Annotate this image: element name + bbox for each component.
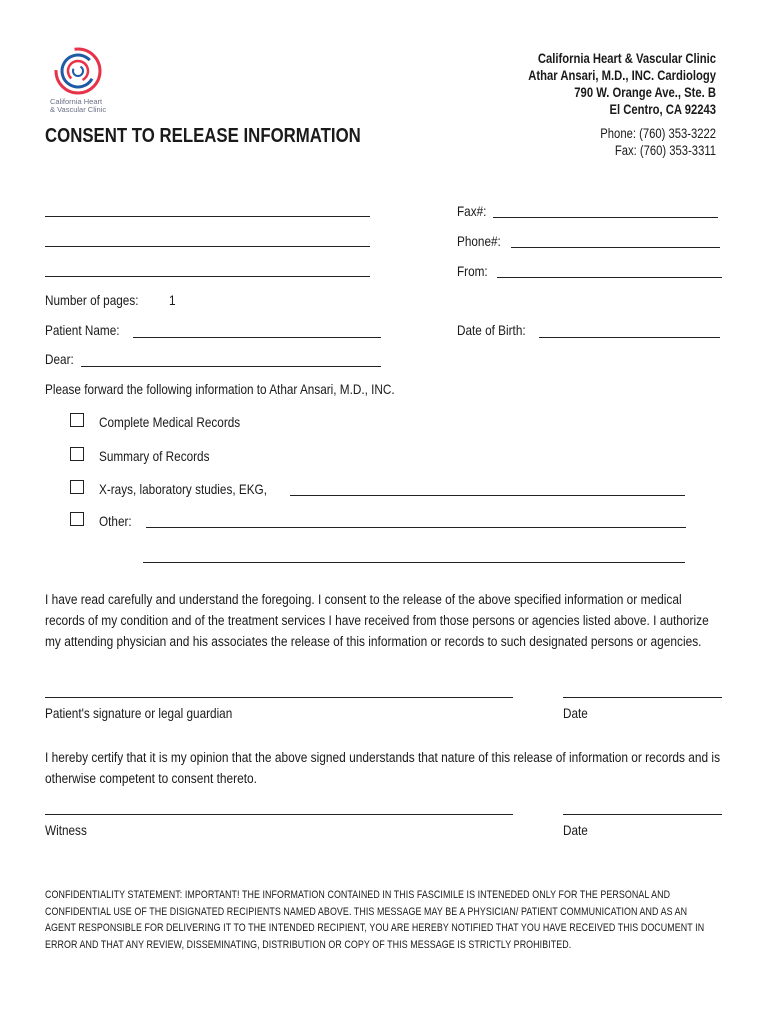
other-checkbox[interactable] xyxy=(70,512,84,526)
from-label: From: xyxy=(457,263,488,279)
clinic-fax: Fax: (760) 353-3311 xyxy=(614,143,716,158)
certify-paragraph: I hereby certify that it is my opinion that the above signed understands that nature of this release of information or records and is otherwise competent to consent thereto. xyxy=(45,750,721,787)
clinic-address: 790 W. Orange Ave., Ste. B xyxy=(574,85,716,100)
phone-field[interactable] xyxy=(511,247,720,248)
patient-signature-field[interactable] xyxy=(45,697,513,698)
dear-field[interactable] xyxy=(81,366,381,367)
dob-field[interactable] xyxy=(539,337,720,338)
signature-date-field[interactable] xyxy=(563,697,722,698)
pages-value[interactable]: 1 xyxy=(169,292,176,308)
phone-label: Phone#: xyxy=(457,233,501,249)
pages-label: Number of pages: xyxy=(45,292,139,308)
clinic-phone: Phone: (760) 353-3222 xyxy=(600,126,716,141)
clinic-name: California Heart & Vascular Clinic xyxy=(537,51,716,66)
dob-label: Date of Birth: xyxy=(457,322,526,338)
recipient-line-2[interactable] xyxy=(45,246,370,247)
fax-field[interactable] xyxy=(493,217,718,218)
from-field[interactable] xyxy=(497,277,722,278)
witness-label: Witness xyxy=(45,822,87,838)
signature-label: Patient's signature or legal guardian xyxy=(45,705,233,721)
summary-records-label: Summary of Records xyxy=(99,448,210,464)
complete-records-label: Complete Medical Records xyxy=(99,414,241,430)
summary-records-checkbox[interactable] xyxy=(70,447,84,461)
complete-records-checkbox[interactable] xyxy=(70,413,84,427)
other-detail-field[interactable] xyxy=(146,527,686,528)
patient-name-label: Patient Name: xyxy=(45,322,120,338)
witness-signature-field[interactable] xyxy=(45,814,513,815)
recipient-line-1[interactable] xyxy=(45,216,370,217)
xrays-checkbox[interactable] xyxy=(70,480,84,494)
heart-swirl-logo-icon xyxy=(50,44,106,100)
confidentiality-statement: CONFIDENTIALITY STATEMENT: IMPORTANT! THE INFORMATION CONTAINED IN THIS FASCIMILE IS INTENEDED ONLY FOR THE PERSONAL AND CONFIDENTIAL USE OF THE DISIGNATED RECIPIENTS NAMED ABOVE. THIS MESSAGE MAY BE A PHYSICIAN/ PATIENT COMMUNICATION AND AS AN AGENT RESPONSIBLE FOR DELIVERING IT TO THE INTENDED RECIPIENT, YOU ARE HEREBY NOTIFIED THAT YOU HAVE RECEIVED THIS DOCUMENT IN ERROR AND THAT ANY REVIEW, DISSEMINATING, DISTRIBUTION OR COPY OF THIS MESSAGE IS STRICTLY PROHIBITED. xyxy=(45,889,705,951)
clinic-logo xyxy=(50,44,120,114)
patient-name-field[interactable] xyxy=(133,337,381,338)
xrays-detail-field[interactable] xyxy=(290,495,685,496)
xrays-label: X-rays, laboratory studies, EKG, xyxy=(99,481,267,497)
dear-label: Dear: xyxy=(45,351,74,367)
forward-instruction: Please forward the following information to Athar Ansari, M.D., INC. xyxy=(45,381,395,397)
recipient-line-3[interactable] xyxy=(45,276,370,277)
consent-paragraph: I have read carefully and understand the foregoing. I consent to the release of the above specified information or medical records of my condition and of the treatment services I have received from those persons or agencies listed above. I authorize my attending physician and his associates the release of this information or records to such designated persons or agencies. xyxy=(45,592,709,650)
clinic-city: El Centro, CA 92243 xyxy=(609,102,716,117)
other-label: Other: xyxy=(99,513,132,529)
clinic-doctor: Athar Ansari, M.D., INC. Cardiology xyxy=(528,68,716,83)
logo-text-line2: & Vascular Clinic xyxy=(50,105,107,114)
page-title: CONSENT TO RELEASE INFORMATION xyxy=(45,125,361,147)
fax-label: Fax#: xyxy=(457,203,487,219)
clinic-header xyxy=(316,50,716,159)
other-detail-field-2[interactable] xyxy=(143,562,685,563)
signature-date-label: Date xyxy=(563,705,588,721)
witness-date-field[interactable] xyxy=(563,814,722,815)
witness-date-label: Date xyxy=(563,822,588,838)
logo-text-line1: California Heart xyxy=(50,97,103,106)
